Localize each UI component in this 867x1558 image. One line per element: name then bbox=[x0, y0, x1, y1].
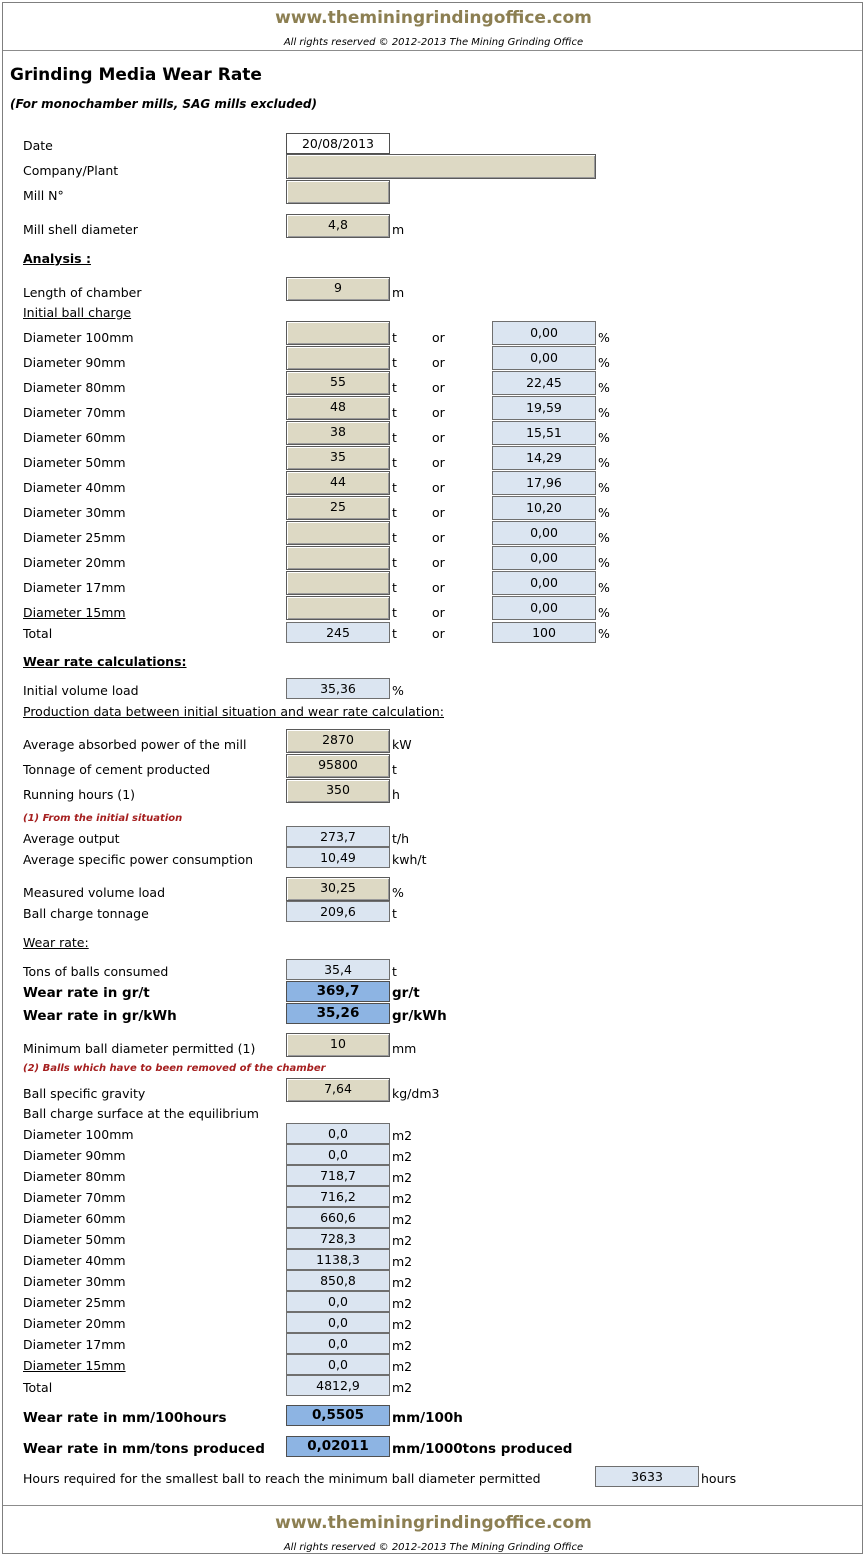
charge-row-label: Diameter 50mm bbox=[23, 455, 126, 470]
charge-row-label: Diameter 60mm bbox=[23, 430, 126, 445]
charge-row-tons-field[interactable]: 35 bbox=[286, 446, 390, 470]
charge-row-t-unit: t bbox=[392, 330, 397, 345]
charge-row-or: or bbox=[432, 455, 445, 470]
charge-row-pct-unit: % bbox=[598, 430, 610, 445]
charge-row-tons-field[interactable] bbox=[286, 571, 390, 595]
charge-row-pct-unit: % bbox=[598, 380, 610, 395]
header-divider bbox=[3, 50, 862, 51]
diameter-unit: m bbox=[392, 222, 405, 237]
charge-row-pct: 0,00 bbox=[492, 546, 596, 570]
charge-row-t-unit: t bbox=[392, 380, 397, 395]
grt-label: Wear rate in gr/t bbox=[23, 985, 150, 1001]
charge-row-pct-unit: % bbox=[598, 330, 610, 345]
charge-row-or: or bbox=[432, 505, 445, 520]
surface-row-unit: m2 bbox=[392, 1191, 413, 1206]
surface-heading: Ball charge surface at the equilibrium bbox=[23, 1106, 259, 1121]
charge-row-or: or bbox=[432, 355, 445, 370]
footer-divider bbox=[3, 1505, 862, 1506]
surface-row-unit: m2 bbox=[392, 1359, 413, 1374]
footer-site[interactable]: www.theminingrindingoffice.com bbox=[275, 1513, 592, 1533]
footer-rights: All rights reserved © 2012-2013 The Mining Grinding Office bbox=[283, 1542, 584, 1553]
note-initial-situation: (1) From the initial situation bbox=[23, 813, 183, 824]
mmt-unit: mm/1000tons produced bbox=[392, 1441, 573, 1457]
grkwh-value: 35,26 bbox=[286, 1003, 390, 1024]
mvl-unit: % bbox=[392, 885, 404, 900]
charge-row-pct: 0,00 bbox=[492, 521, 596, 545]
power-field[interactable]: 2870 bbox=[286, 729, 390, 753]
charge-row-or: or bbox=[432, 555, 445, 570]
length-field[interactable]: 9 bbox=[286, 277, 390, 301]
charge-row-or: or bbox=[432, 530, 445, 545]
surface-row-label: Diameter 20mm bbox=[23, 1316, 126, 1331]
mill-field[interactable] bbox=[286, 180, 390, 204]
charge-row-t-unit: t bbox=[392, 455, 397, 470]
charge-row-or: or bbox=[432, 480, 445, 495]
consumed-unit: t bbox=[392, 964, 397, 979]
surface-row-unit: m2 bbox=[392, 1233, 413, 1248]
surface-row-value: 0,0 bbox=[286, 1123, 390, 1144]
surface-row-value: 1138,3 bbox=[286, 1249, 390, 1270]
surface-row-value: 0,0 bbox=[286, 1333, 390, 1354]
surface-row-unit: m2 bbox=[392, 1128, 413, 1143]
surface-row-unit: m2 bbox=[392, 1275, 413, 1290]
surface-row-label: Diameter 50mm bbox=[23, 1232, 126, 1247]
diameter-field[interactable]: 4,8 bbox=[286, 214, 390, 238]
ivl-label: Initial volume load bbox=[23, 683, 139, 698]
surface-row-value: 0,0 bbox=[286, 1312, 390, 1333]
charge-row-t-unit: t bbox=[392, 555, 397, 570]
charge-row-t-unit: t bbox=[392, 530, 397, 545]
date-label: Date bbox=[23, 138, 53, 153]
charge-row-pct: 10,20 bbox=[492, 496, 596, 520]
charge-row-t-unit: t bbox=[392, 430, 397, 445]
surface-row-unit: m2 bbox=[392, 1317, 413, 1332]
grt-value: 369,7 bbox=[286, 981, 390, 1002]
surface-row-label: Diameter 70mm bbox=[23, 1190, 126, 1205]
ivl-value: 35,36 bbox=[286, 678, 390, 699]
charge-row-tons-field[interactable] bbox=[286, 346, 390, 370]
tonnage-unit: t bbox=[392, 762, 397, 777]
surface-total-value: 4812,9 bbox=[286, 1375, 390, 1396]
note-removed-balls: (2) Balls which have to been removed of the chamber bbox=[23, 1063, 326, 1074]
charge-total-t-unit: t bbox=[392, 626, 397, 641]
calc-heading: Wear rate calculations: bbox=[23, 654, 187, 669]
charge-row-pct-unit: % bbox=[598, 530, 610, 545]
bct-label: Ball charge tonnage bbox=[23, 906, 149, 921]
surface-row-label: Diameter 80mm bbox=[23, 1169, 126, 1184]
charge-row-t-unit: t bbox=[392, 580, 397, 595]
surface-row-value: 660,6 bbox=[286, 1207, 390, 1228]
surface-row-value: 728,3 bbox=[286, 1228, 390, 1249]
charge-row-label: Diameter 17mm bbox=[23, 580, 126, 595]
surface-row-unit: m2 bbox=[392, 1149, 413, 1164]
wear-heading: Wear rate: bbox=[23, 935, 89, 950]
charge-row-pct-unit: % bbox=[598, 505, 610, 520]
surface-row-label: Diameter 60mm bbox=[23, 1211, 126, 1226]
initial-charge-heading: Initial ball charge bbox=[23, 305, 132, 320]
page-subtitle: (For monochamber mills, SAG mills excluded) bbox=[10, 97, 318, 111]
surface-row-unit: m2 bbox=[392, 1254, 413, 1269]
grkwh-label: Wear rate in gr/kWh bbox=[23, 1008, 177, 1024]
charge-row-t-unit: t bbox=[392, 605, 397, 620]
hours-field[interactable]: 350 bbox=[286, 779, 390, 803]
charge-row-or: or bbox=[432, 430, 445, 445]
surface-row-unit: m2 bbox=[392, 1338, 413, 1353]
charge-row-or: or bbox=[432, 380, 445, 395]
surface-total-unit: m2 bbox=[392, 1380, 413, 1395]
charge-row-label: Diameter 15mm bbox=[23, 605, 126, 620]
spc-value: 10,49 bbox=[286, 847, 390, 868]
tonnage-field[interactable]: 95800 bbox=[286, 754, 390, 778]
charge-total-or: or bbox=[432, 626, 445, 641]
diameter-label: Mill shell diameter bbox=[23, 222, 138, 237]
charge-row-label: Diameter 30mm bbox=[23, 505, 126, 520]
charge-row-tons-field[interactable] bbox=[286, 546, 390, 570]
charge-row-or: or bbox=[432, 330, 445, 345]
charge-row-pct: 0,00 bbox=[492, 321, 596, 345]
charge-row-pct-unit: % bbox=[598, 605, 610, 620]
surface-row-value: 0,0 bbox=[286, 1291, 390, 1312]
charge-row-pct: 17,96 bbox=[492, 471, 596, 495]
charge-row-label: Diameter 25mm bbox=[23, 530, 126, 545]
charge-row-pct-unit: % bbox=[598, 580, 610, 595]
surface-row-label: Diameter 25mm bbox=[23, 1295, 126, 1310]
charge-row-pct: 14,29 bbox=[492, 446, 596, 470]
charge-row-t-unit: t bbox=[392, 480, 397, 495]
charge-row-label: Diameter 90mm bbox=[23, 355, 126, 370]
charge-row-t-unit: t bbox=[392, 505, 397, 520]
charge-row-tons-field[interactable] bbox=[286, 596, 390, 620]
mill-label: Mill N° bbox=[23, 188, 64, 203]
charge-row-tons-field[interactable] bbox=[286, 321, 390, 345]
spc-unit: kwh/t bbox=[392, 852, 427, 867]
charge-row-tons-field[interactable]: 55 bbox=[286, 371, 390, 395]
output-value: 273,7 bbox=[286, 826, 390, 847]
surface-total-label: Total bbox=[23, 1380, 53, 1395]
surface-row-label: Diameter 15mm bbox=[23, 1358, 126, 1373]
surface-row-value: 0,0 bbox=[286, 1144, 390, 1165]
charge-row-pct-unit: % bbox=[598, 555, 610, 570]
mvl-label: Measured volume load bbox=[23, 885, 166, 900]
surface-row-label: Diameter 100mm bbox=[23, 1127, 134, 1142]
hours-required-value: 3633 bbox=[595, 1466, 699, 1487]
hours-unit: h bbox=[392, 787, 400, 802]
charge-row-or: or bbox=[432, 580, 445, 595]
sg-label: Ball specific gravity bbox=[23, 1086, 146, 1101]
surface-row-label: Diameter 90mm bbox=[23, 1148, 126, 1163]
hours-label: Running hours (1) bbox=[23, 787, 136, 802]
charge-row-or: or bbox=[432, 405, 445, 420]
charge-row-pct-unit: % bbox=[598, 355, 610, 370]
hours-required-label: Hours required for the smallest ball to reach the minimum ball diameter permitted bbox=[23, 1471, 541, 1486]
length-label: Length of chamber bbox=[23, 285, 142, 300]
grt-unit: gr/t bbox=[392, 985, 420, 1001]
charge-row-label: Diameter 80mm bbox=[23, 380, 126, 395]
sg-field[interactable]: 7,64 bbox=[286, 1078, 390, 1102]
charge-row-pct: 19,59 bbox=[492, 396, 596, 420]
charge-row-label: Diameter 40mm bbox=[23, 480, 126, 495]
minball-label: Minimum ball diameter permitted (1) bbox=[23, 1041, 256, 1056]
mmh-value: 0,5505 bbox=[286, 1405, 390, 1426]
header-site[interactable]: www.theminingrindingoffice.com bbox=[275, 8, 592, 28]
header-rights: All rights reserved © 2012-2013 The Mining Grinding Office bbox=[283, 37, 584, 48]
charge-row-pct: 0,00 bbox=[492, 571, 596, 595]
charge-total-pct-unit: % bbox=[598, 626, 610, 641]
mmt-value: 0,02011 bbox=[286, 1436, 390, 1457]
charge-total-tons: 245 bbox=[286, 622, 390, 643]
ivl-unit: % bbox=[392, 683, 404, 698]
company-field[interactable] bbox=[286, 154, 596, 179]
charge-row-tons-field[interactable]: 25 bbox=[286, 496, 390, 520]
charge-row-tons-field[interactable]: 48 bbox=[286, 396, 390, 420]
surface-row-value: 718,7 bbox=[286, 1165, 390, 1186]
surface-row-value: 850,8 bbox=[286, 1270, 390, 1291]
surface-row-unit: m2 bbox=[392, 1296, 413, 1311]
surface-row-unit: m2 bbox=[392, 1170, 413, 1185]
charge-row-tons-field[interactable]: 44 bbox=[286, 471, 390, 495]
charge-row-tons-field[interactable]: 38 bbox=[286, 421, 390, 445]
production-heading: Production data between initial situation and wear rate calculation: bbox=[23, 704, 444, 719]
minball-unit: mm bbox=[392, 1041, 417, 1056]
charge-row-pct-unit: % bbox=[598, 480, 610, 495]
charge-row-pct: 0,00 bbox=[492, 596, 596, 620]
charge-row-pct: 0,00 bbox=[492, 346, 596, 370]
charge-total-pct: 100 bbox=[492, 622, 596, 643]
tonnage-label: Tonnage of cement producted bbox=[23, 762, 211, 777]
surface-row-unit: m2 bbox=[392, 1212, 413, 1227]
mmh-unit: mm/100h bbox=[392, 1410, 463, 1426]
sg-unit: kg/dm3 bbox=[392, 1086, 440, 1101]
analysis-heading: Analysis : bbox=[23, 251, 91, 266]
company-label: Company/Plant bbox=[23, 163, 119, 178]
output-unit: t/h bbox=[392, 831, 410, 846]
surface-row-label: Diameter 17mm bbox=[23, 1337, 126, 1352]
length-unit: m bbox=[392, 285, 405, 300]
charge-row-label: Diameter 70mm bbox=[23, 405, 126, 420]
surface-row-value: 0,0 bbox=[286, 1354, 390, 1375]
charge-row-t-unit: t bbox=[392, 405, 397, 420]
charge-row-pct: 22,45 bbox=[492, 371, 596, 395]
mmh-label: Wear rate in mm/100hours bbox=[23, 1410, 227, 1426]
bct-value: 209,6 bbox=[286, 901, 390, 922]
charge-row-label: Diameter 20mm bbox=[23, 555, 126, 570]
page-title: Grinding Media Wear Rate bbox=[10, 65, 262, 85]
power-unit: kW bbox=[392, 737, 412, 752]
charge-row-or: or bbox=[432, 605, 445, 620]
mmt-label: Wear rate in mm/tons produced bbox=[23, 1441, 265, 1457]
charge-row-label: Diameter 100mm bbox=[23, 330, 134, 345]
grkwh-unit: gr/kWh bbox=[392, 1008, 447, 1024]
charge-row-tons-field[interactable] bbox=[286, 521, 390, 545]
hours-required-unit: hours bbox=[701, 1471, 737, 1486]
charge-total-label: Total bbox=[23, 626, 53, 641]
consumed-value: 35,4 bbox=[286, 959, 390, 980]
output-label: Average output bbox=[23, 831, 120, 846]
consumed-label: Tons of balls consumed bbox=[23, 964, 169, 979]
charge-row-pct-unit: % bbox=[598, 405, 610, 420]
surface-row-value: 716,2 bbox=[286, 1186, 390, 1207]
mvl-field[interactable]: 30,25 bbox=[286, 877, 390, 901]
charge-row-pct: 15,51 bbox=[492, 421, 596, 445]
surface-row-label: Diameter 40mm bbox=[23, 1253, 126, 1268]
minball-field[interactable]: 10 bbox=[286, 1033, 390, 1057]
spc-label: Average specific power consumption bbox=[23, 852, 254, 867]
date-field[interactable]: 20/08/2013 bbox=[286, 133, 390, 154]
power-label: Average absorbed power of the mill bbox=[23, 737, 247, 752]
charge-row-pct-unit: % bbox=[598, 455, 610, 470]
surface-row-label: Diameter 30mm bbox=[23, 1274, 126, 1289]
charge-row-t-unit: t bbox=[392, 355, 397, 370]
bct-unit: t bbox=[392, 906, 397, 921]
